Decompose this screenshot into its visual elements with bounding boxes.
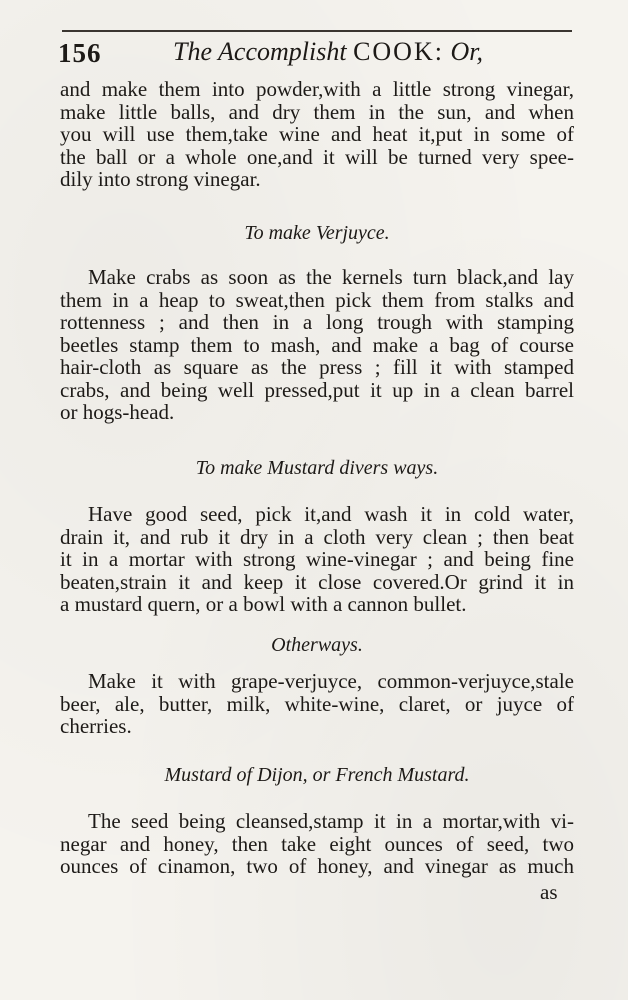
running-title (173, 37, 483, 67)
text-line: drain it, and rub it dry in a cloth very clean ; then beat (60, 524, 574, 549)
recipe-heading-dijon: Mustard of Dijon, or French Mustard. (164, 764, 470, 786)
text-line: crabs, and being well pressed,put it up in a clean barrel (60, 377, 574, 402)
text-line: make little balls, and dry them in the sun, and when (60, 99, 574, 124)
paragraph-verjuyce (60, 266, 574, 424)
running-title-caps: COOK: (353, 37, 444, 66)
text-line: them in a heap to sweat,then pick them from stalks and (60, 287, 574, 312)
running-header (58, 30, 578, 70)
text-line: beaten,strain it and keep it close covered.Or grind it in (60, 569, 574, 594)
running-title-italic: The Accomplisht (173, 37, 347, 66)
recipe-heading-otherways: Otherways. (271, 634, 363, 656)
text-line: it in a mortar with strong wine-vinegar ; and being fine (60, 547, 574, 571)
paragraph-otherways (60, 670, 574, 738)
text-line: and make them into powder,with a little strong vinegar, (60, 77, 574, 101)
text-line: you will use them,take wine and heat it,put in some of (60, 122, 574, 146)
paragraph-dijon (60, 810, 574, 878)
paragraph-continuation (60, 78, 574, 191)
page-number: 156 (58, 38, 102, 68)
catchword: as (540, 880, 558, 904)
running-title-tail: Or, (450, 37, 483, 66)
recipe-heading-verjuyce: To make Verjuyce. (244, 222, 390, 244)
text-line: beer, ale, butter, milk, white-wine, claret, or juyce of (60, 691, 574, 716)
text-line: dily into strong vinegar. (60, 167, 261, 191)
text-line: hair-cloth as square as the press ; fill it with stamped (60, 355, 574, 379)
text-line: rottenness ; and then in a long trough with stamping (60, 310, 574, 334)
recipe-heading-mustard: To make Mustard divers ways. (195, 457, 439, 479)
paragraph-mustard (60, 503, 574, 616)
text-line: the ball or a whole one,and it will be turned very spee- (60, 144, 574, 169)
text-line: a mustard quern, or a bowl with a cannon bullet. (60, 592, 467, 616)
text-line: Have good seed, pick it,and wash it in cold water, (88, 502, 574, 526)
text-line: negar and honey, then take eight ounces of seed, two (60, 831, 574, 856)
text-line: Make it with grape-verjuyce, common-verjuyce,stale (88, 669, 574, 693)
text-line: or hogs-head. (60, 400, 175, 424)
text-line: cherries. (60, 714, 132, 738)
text-line: The seed being cleansed,stamp it in a mortar,with vi- (88, 809, 574, 833)
text-line: Make crabs as soon as the kernels turn black,and lay (88, 265, 574, 289)
text-line: ounces of cinamon, two of honey, and vinegar as much (60, 854, 574, 878)
text-line: beetles stamp them to mash, and make a bag of course (60, 332, 574, 357)
